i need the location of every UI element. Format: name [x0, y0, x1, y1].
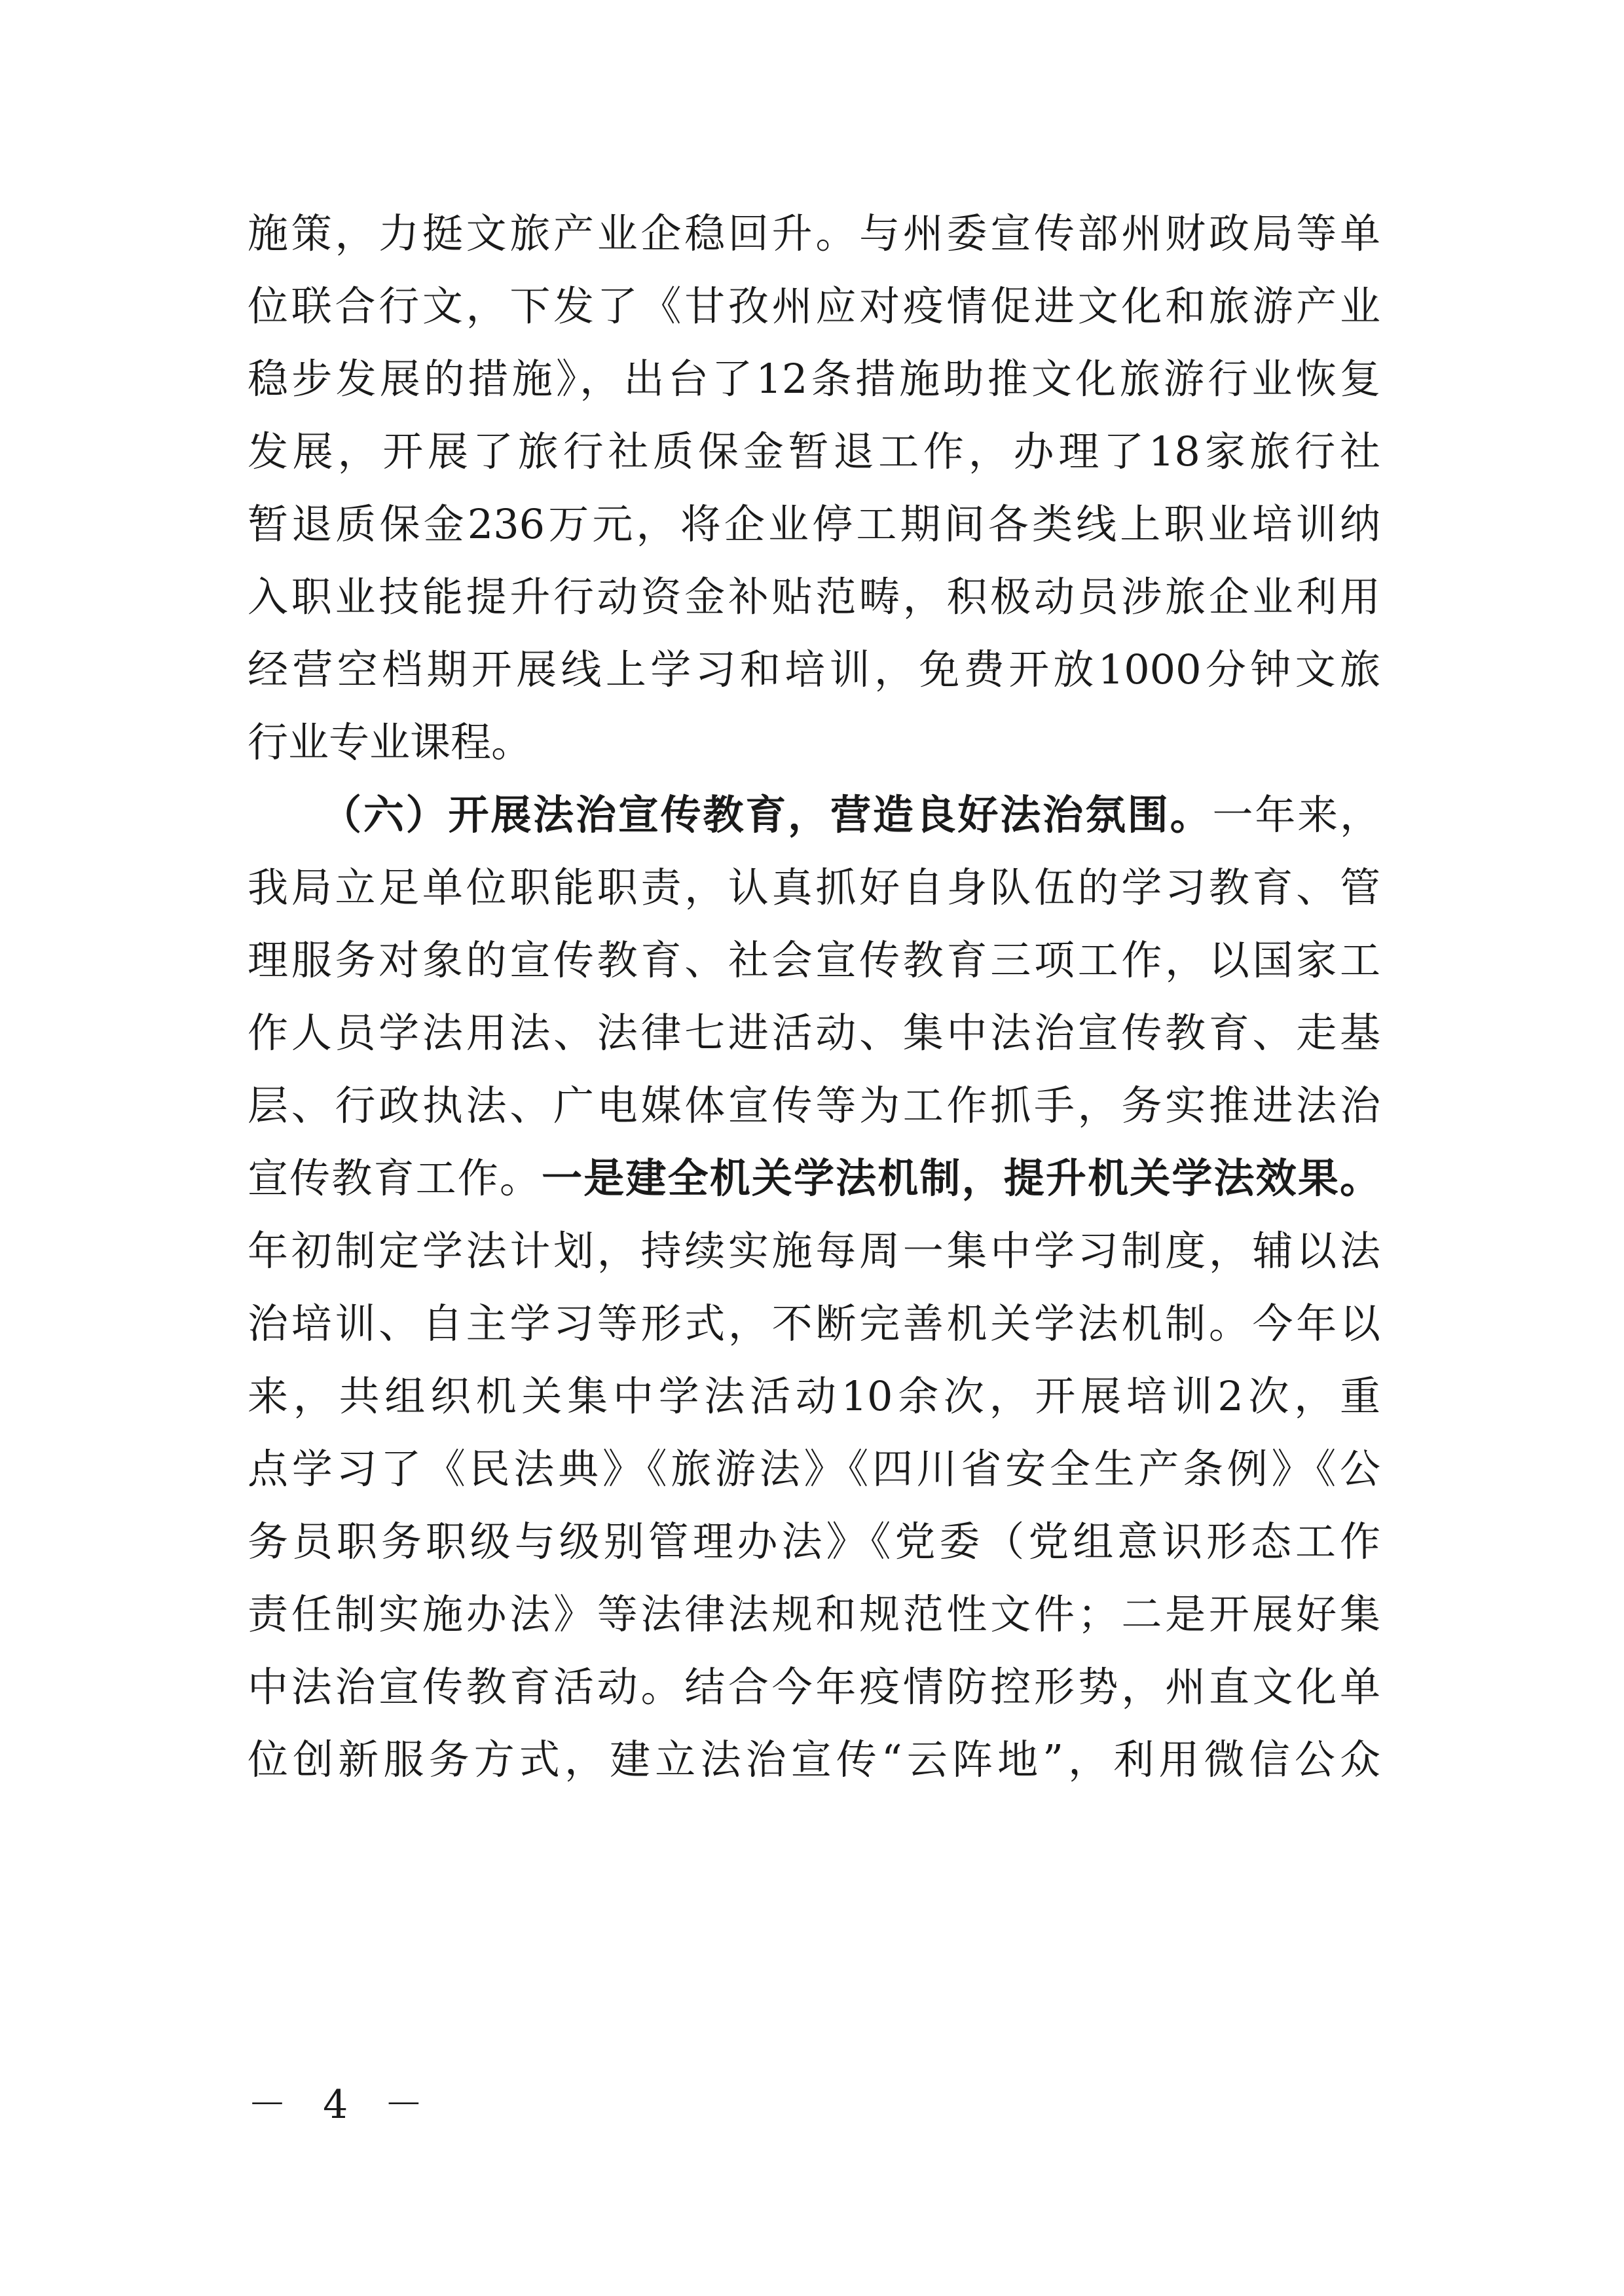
paragraph-line: 层、行政执法、广电媒体宣传等为工作抓手，务实推进法治: [248, 1082, 1380, 1129]
paragraph-line: 经营空档期开展线上学习和培训，免费开放1000分钟文旅: [248, 646, 1380, 693]
section-heading: （六）开展法治宣传教育，营造良好法治氛围。: [321, 791, 1213, 839]
paragraph-line: 稳步发展的措施》，出台了12条措施助推文化旅游行业恢复: [248, 355, 1380, 403]
paragraph-line: 我局立足单位职能职责，认真抓好自身队伍的学习教育、管: [248, 864, 1380, 911]
paragraph-line-with-bold: [248, 1152, 1380, 1205]
paragraph-line: 中法治宣传教育活动。结合今年疫情防控形势，州直文化单: [248, 1663, 1380, 1711]
paragraph-line: 年初制定学法计划，持续实施每周一集中学习制度，辅以法: [248, 1227, 1380, 1275]
paragraph-line: 暂退质保金236万元，将企业停工期间各类线上职业培训纳: [248, 500, 1380, 548]
paragraph-line: 施策，力挺文旅产业企稳回升。与州委宣传部州财政局等单: [248, 210, 1380, 257]
paragraph-line: 理服务对象的宣传教育、社会宣传教育三项工作，以国家工: [248, 936, 1380, 984]
paragraph-line: 位联合行文，下发了《甘孜州应对疫情促进文化和旅游产业: [248, 282, 1380, 330]
line-prefix: 宣传教育工作。: [248, 1154, 542, 1202]
paragraph-line: 点学习了《民法典》《旅游法》《四川省安全生产条例》《公: [248, 1445, 1380, 1493]
paragraph-line: 务员职务职级与级别管理办法》《党委（党组意识形态工作: [248, 1518, 1380, 1565]
paragraph-line: 来，共组织机关集中学法活动10余次，开展培训2次，重: [248, 1372, 1380, 1420]
page-number: － 4 －: [248, 2082, 435, 2128]
section-heading-tail: 一年来，: [1212, 791, 1380, 839]
paragraph-line: 责任制实施办法》等法律法规和规范性文件；二是开展好集: [248, 1590, 1380, 1638]
paragraph-line: 作人员学法用法、法律七进活动、集中法治宣传教育、走基: [248, 1009, 1380, 1057]
section-heading-line: [321, 789, 1380, 841]
bold-point-one: 一是建全机关学法机制，提升机关学法效果。: [542, 1154, 1380, 1202]
paragraph-line: 位创新服务方式，建立法治宣传“云阵地”，利用微信公众: [248, 1736, 1380, 1783]
paragraph-line: 发展，开展了旅行社质保金暂退工作，办理了18家旅行社: [248, 428, 1380, 475]
paragraph-line: 入职业技能提升行动资金补贴范畴，积极动员涉旅企业利用: [248, 573, 1380, 621]
paragraph-line: 行业专业课程。: [248, 718, 532, 766]
paragraph-line: 治培训、自主学习等形式，不断完善机关学法机制。今年以: [248, 1300, 1380, 1347]
